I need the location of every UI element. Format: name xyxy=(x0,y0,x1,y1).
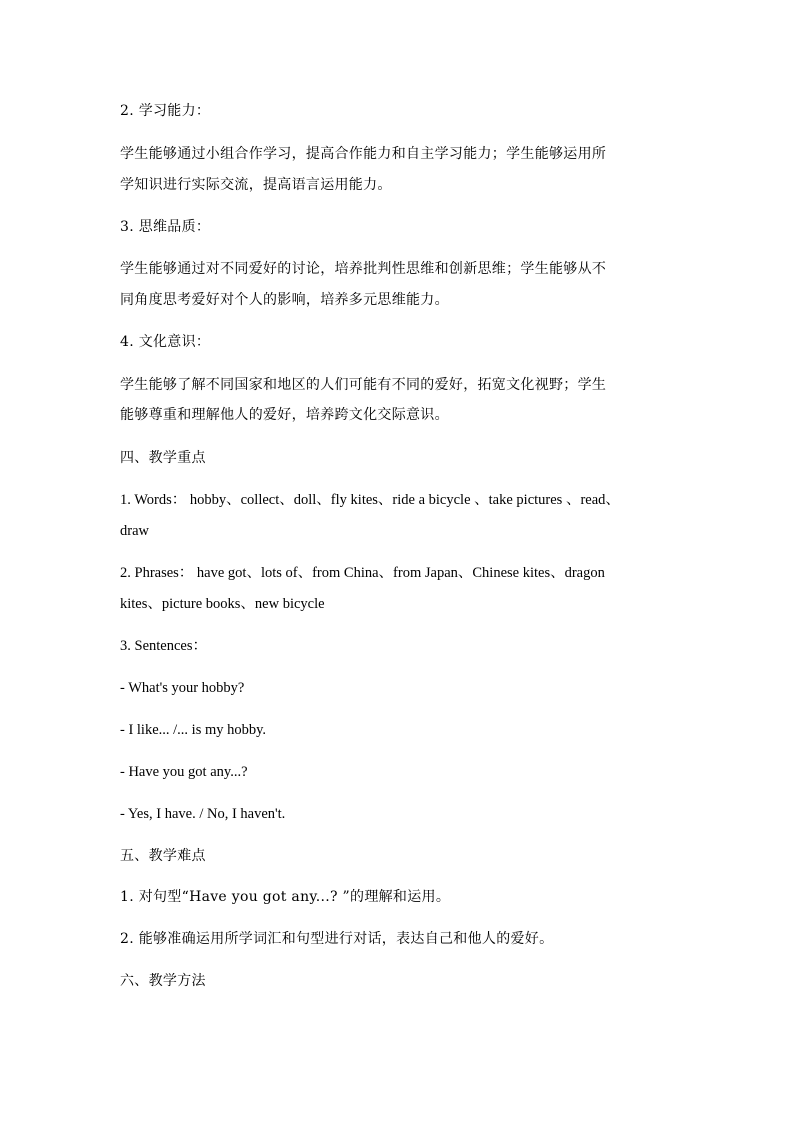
phrases-line-continued: kites、picture books、new bicycle xyxy=(120,596,325,612)
teaching-focus-heading: 四、教学重点 xyxy=(120,450,206,466)
phrases-line: 2. Phrases： have got、lots of、from China、from Japan、Chinese kites、dragon xyxy=(120,565,605,581)
teaching-difficulty-heading: 五、教学难点 xyxy=(120,848,206,864)
sentence-item: - What's your hobby? xyxy=(120,680,245,696)
sentence-item: - Yes, I have. / No, I haven't. xyxy=(120,806,286,822)
paragraph-line: 同角度思考爱好对个人的影响，培养多元思维能力。 xyxy=(120,292,449,308)
thinking-quality-heading: 3. 思维品质： xyxy=(120,219,211,235)
words-line-continued: draw xyxy=(120,523,149,539)
paragraph-line: 学生能够了解不同国家和地区的人们可能有不同的爱好，拓宽文化视野；学生 xyxy=(120,377,607,393)
difficulty-item: 2. 能够准确运用所学词汇和句型进行对话，表达自己和他人的爱好。 xyxy=(120,931,554,947)
sentences-heading: 3. Sentences： xyxy=(120,638,207,654)
words-line: 1. Words： hobby、collect、doll、fly kites、ride a bicycle 、take pictures 、read、 xyxy=(120,492,620,508)
sentence-item: - I like... /... is my hobby. xyxy=(120,722,267,738)
learning-ability-heading: 2. 学习能力： xyxy=(120,103,211,119)
teaching-methods-heading: 六、教学方法 xyxy=(120,973,206,989)
difficulty-item: 1. 对句型“Have you got any...? ”的理解和运用。 xyxy=(120,889,451,905)
sentence-item: - Have you got any...? xyxy=(120,764,248,780)
paragraph-line: 学知识进行实际交流，提高语言运用能力。 xyxy=(120,177,392,193)
cultural-awareness-heading: 4. 文化意识： xyxy=(120,334,211,350)
paragraph-line: 学生能够通过小组合作学习，提高合作能力和自主学习能力；学生能够运用所 xyxy=(120,146,607,162)
paragraph-line: 能够尊重和理解他人的爱好，培养跨文化交际意识。 xyxy=(120,407,449,423)
paragraph-line: 学生能够通过对不同爱好的讨论，培养批判性思维和创新思维；学生能够从不 xyxy=(120,261,607,277)
